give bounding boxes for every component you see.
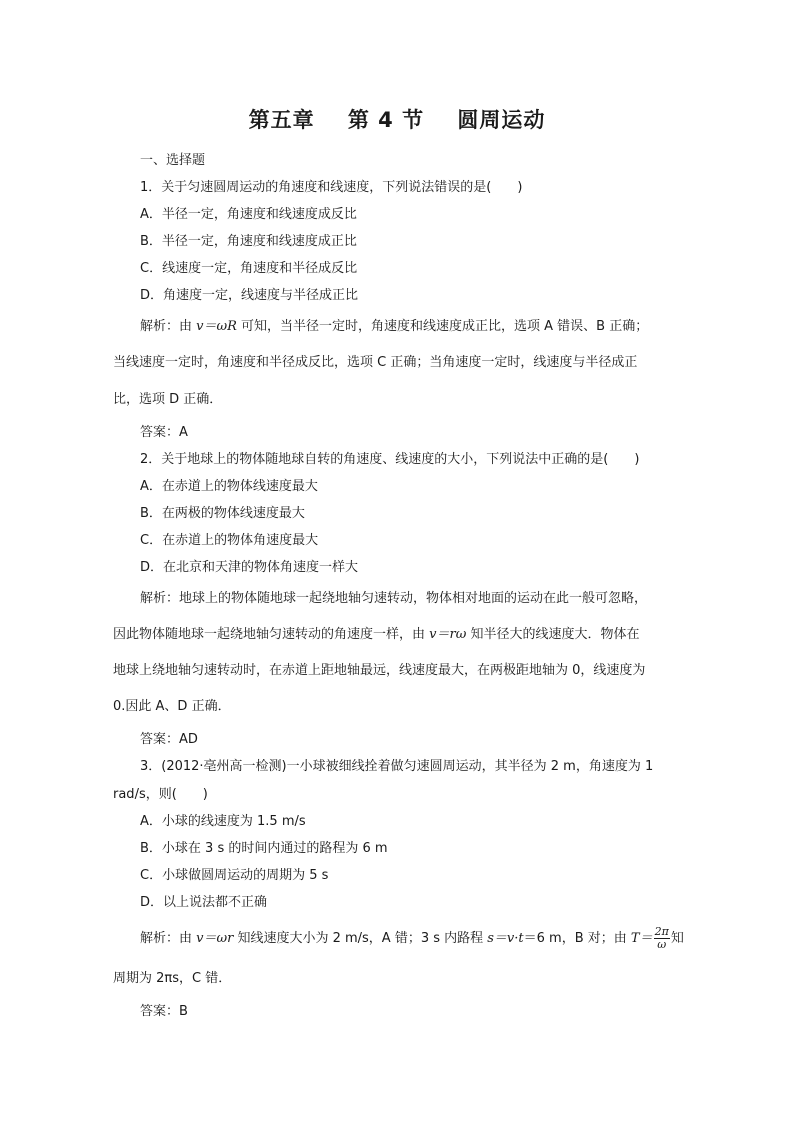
question-1-option-b: B．半径一定，角速度和线速度成正比 [140,234,357,249]
section-heading: 一、选择题 [140,153,206,168]
question-2-stem: 2．关于地球上的物体随地球自转的角速度、线速度的大小，下列说法中正确的是( ) [140,452,640,467]
question-3-option-a: A．小球的线速度为 1.5 m/s [140,814,306,829]
question-3-answer: 答案：B [140,1004,188,1019]
question-2-option-d: D．在北京和天津的物体角速度一样大 [140,560,359,575]
analysis-prefix: 解析：由 [140,319,197,334]
fraction-2pi-over-omega [654,926,670,951]
question-1-answer: 答案：A [140,425,188,440]
question-2-option-a: A．在赤道上的物体线速度最大 [140,479,318,494]
question-1-option-d: D．角速度一定，线速度与半径成正比 [140,288,359,303]
question-1-option-a: A．半径一定，角速度和线速度成反比 [140,207,357,222]
formula-s-v-t: s＝v·t [487,931,524,946]
analysis-text: 可知，当半径一定时，角速度和线速度成正比，选项 A 错误、B 正确； [236,319,649,334]
question-2-analysis-line-4: 0.因此 A、D 正确． [113,699,231,714]
analysis-text: 知 [670,931,684,946]
analysis-text: 解析：由 [140,931,197,946]
question-1-analysis-line-3: 比，选项 D 正确． [113,392,223,407]
formula-v-r-omega: v＝rω [429,627,467,642]
question-2-option-c: C．在赤道上的物体角速度最大 [140,533,319,548]
question-1-stem: 1．关于匀速圆周运动的角速度和线速度，下列说法错误的是( ) [140,180,523,195]
question-2-analysis-line-3: 地球上绕地轴匀速转动时，在赤道上距地轴最远，线速度最大，在两极距地轴为 0，线速度为 [113,663,646,678]
fraction-numerator: 2π [654,925,669,938]
question-1-analysis-line-1 [140,319,648,335]
question-3-analysis-line-2: 周期为 2πs，C 错． [113,971,232,986]
question-3-option-b: B．小球在 3 s 的时间内通过的路程为 6 m [140,841,388,856]
question-1-analysis-line-2: 当线速度一定时，角速度和半径成反比，选项 C 正确；当角速度一定时，线速度与半径成正 [113,355,638,370]
formula-t-equals: T＝ [630,931,653,946]
analysis-text: ＝6 m，B 对；由 [523,931,631,946]
fraction-denominator: ω [657,938,667,951]
question-3-stem-line-2: rad/s，则( ) [113,787,208,802]
question-3-analysis-line-1 [140,926,684,951]
question-3-stem-line-1: 3．(2012·亳州高一检测)一小球被细线拴着做匀速圆周运动，其半径为 2 m，角速度为 1 [140,759,654,774]
question-3-option-c: C．小球做圆周运动的周期为 5 s [140,868,329,883]
analysis-text: 因此物体随地球一起绕地轴匀速转动的角速度一样，由 [113,627,430,642]
formula-v-omega-r: v＝ωr [196,931,234,946]
formula-v-omega-r: v＝ωR [196,319,237,334]
question-3-option-d: D．以上说法都不正确 [140,895,268,910]
page-title: 第五章 第 4 节 圆周运动 [248,108,546,132]
analysis-text: 知半径大的线速度大．物体在 [466,627,640,642]
analysis-text: 知线速度大小为 2 m/s，A 错；3 s 内路程 [233,931,488,946]
question-2-analysis-line-1: 解析：地球上的物体随地球一起绕地轴匀速转动，物体相对地面的运动在此一般可忽略， [140,591,648,606]
question-1-option-c: C．线速度一定，角速度和半径成反比 [140,261,358,276]
question-2-analysis-line-2 [113,627,639,643]
question-2-answer: 答案：AD [140,732,198,747]
question-2-option-b: B．在两极的物体线速度最大 [140,506,305,521]
